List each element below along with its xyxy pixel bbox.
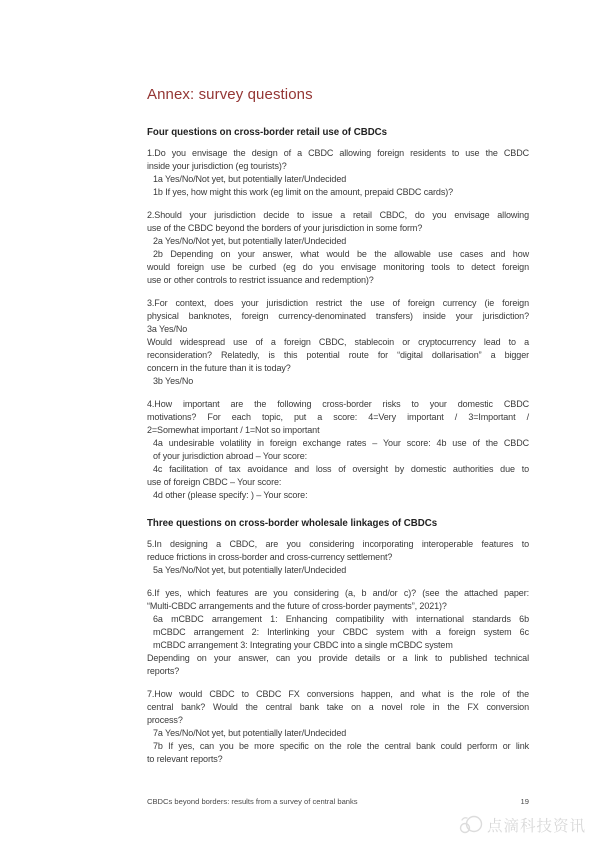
question-paragraph	[147, 538, 529, 577]
text-line: process?	[147, 715, 183, 725]
watermark-text: 点滴科技资讯	[486, 818, 586, 835]
question-paragraph	[147, 587, 529, 678]
text-line: central bank? Would the central bank take on a novel role in the FX conversion	[147, 702, 529, 712]
text-line: motivations? For each topic, put a score: 4=Very important / 3=Important /	[147, 412, 529, 422]
text-line: Depending on your answer, can you provide details or a link to published technical	[147, 653, 529, 663]
text-line: would foreign use be curbed (eg do you envisage monitoring tools to detect foreign	[147, 262, 529, 272]
text-line: 1.Do you envisage the design of a CBDC allowing foreign residents to use the CBDC	[147, 148, 529, 158]
text-line: of your jurisdiction abroad – Your score:	[153, 451, 307, 461]
text-line: 4a undesirable volatility in foreign exchange rates – Your score: 4b use of the CBDC	[153, 438, 529, 448]
section-heading: Four questions on cross-border retail use of CBDCs	[147, 127, 388, 138]
section-heading: Three questions on cross-border wholesale linkages of CBDCs	[147, 518, 438, 529]
survey-sections	[147, 127, 529, 766]
footer-running-title: CBDCs beyond borders: results from a survey of central banks	[147, 797, 358, 806]
text-line: 3.For context, does your jurisdiction restrict the use of foreign currency (ie foreign	[147, 298, 529, 308]
text-line: 5.In designing a CBDC, are you considering incorporating interoperable features to	[147, 539, 529, 549]
question-paragraph	[147, 398, 529, 502]
text-line: 7.How would CBDC to CBDC FX conversions happen, and what is the role of the	[147, 689, 529, 699]
text-line: reduce frictions in cross-border and cross-currency settlement?	[147, 552, 393, 562]
text-line: mCBDC arrangement 3: Integrating your CBDC into a single mCBDC system	[153, 640, 453, 650]
text-line: 1a Yes/No/Not yet, but potentially later/Undecided	[153, 174, 347, 184]
text-line: 4c facilitation of tax avoidance and loss of oversight by domestic authorities due to	[153, 464, 529, 474]
text-line: 4d other (please specify: ) – Your score:	[153, 490, 308, 500]
text-line: use or other controls to restrict issuance and redemption)?	[147, 275, 374, 285]
question-paragraph	[147, 147, 529, 199]
text-line: to relevant reports?	[147, 754, 223, 764]
text-line: 7a Yes/No/Not yet, but potentially later/Undecided	[153, 728, 347, 738]
page-footer	[147, 797, 529, 806]
page-title: Annex: survey questions	[147, 86, 313, 103]
text-line: 6.If yes, which features are you considering (a, b and/or c)? (see the attached paper:	[147, 588, 529, 598]
text-line: 2a Yes/No/Not yet, but potentially later/Undecided	[153, 236, 347, 246]
question-paragraph	[147, 209, 529, 287]
text-line: 4.How important are the following cross-border risks to your domestic CBDC	[147, 399, 529, 409]
watermark	[458, 814, 586, 836]
text-line: 1b If yes, how might this work (eg limit on the amount, prepaid CBDC cards)?	[153, 187, 454, 197]
watermark-droplet-logo-icon	[458, 814, 484, 836]
text-line: mCBDC arrangement 2: Interlinking your CBDC system with a foreign system 6c	[153, 627, 529, 637]
text-line: concern in the future than it is today?	[147, 363, 291, 373]
text-line: physical banknotes, foreign currency-denominated transfers) inside your jurisdiction?	[147, 311, 529, 321]
footer-page-number: 19	[520, 797, 529, 806]
text-line: 2.Should your jurisdiction decide to issue a retail CBDC, do you envisage allowing	[147, 210, 529, 220]
text-line: 3b Yes/No	[153, 376, 194, 386]
text-line: reconsideration? Relatedly, is this potential route for “digital dollarisation” a bigger	[147, 350, 529, 360]
text-line: 7b If yes, can you be more specific on the role the central bank could perform or link	[153, 741, 529, 751]
text-line: 6a mCBDC arrangement 1: Enhancing compatibility with international standards 6b	[153, 614, 529, 624]
text-line: use of the CBDC beyond the borders of your jurisdiction in some form?	[147, 223, 423, 233]
text-line: 3a Yes/No	[147, 324, 188, 334]
text-line: 2=Somewhat important / 1=Not so important	[147, 425, 320, 435]
text-line: reports?	[147, 666, 180, 676]
page-content	[147, 86, 529, 776]
text-line: 5a Yes/No/Not yet, but potentially later/Undecided	[153, 565, 347, 575]
text-line: Would widespread use of a foreign CBDC, stablecoin or cryptocurrency lead to a	[147, 337, 529, 347]
question-paragraph	[147, 688, 529, 766]
text-line: use of foreign CBDC – Your score:	[147, 477, 282, 487]
text-line: “Multi-CBDC arrangements and the future of cross-border payments”, 2021)?	[147, 601, 447, 611]
text-line: 2b Depending on your answer, what would be the allowable use cases and how	[153, 249, 529, 259]
text-line: inside your jurisdiction (eg tourists)?	[147, 161, 287, 171]
question-paragraph	[147, 297, 529, 388]
